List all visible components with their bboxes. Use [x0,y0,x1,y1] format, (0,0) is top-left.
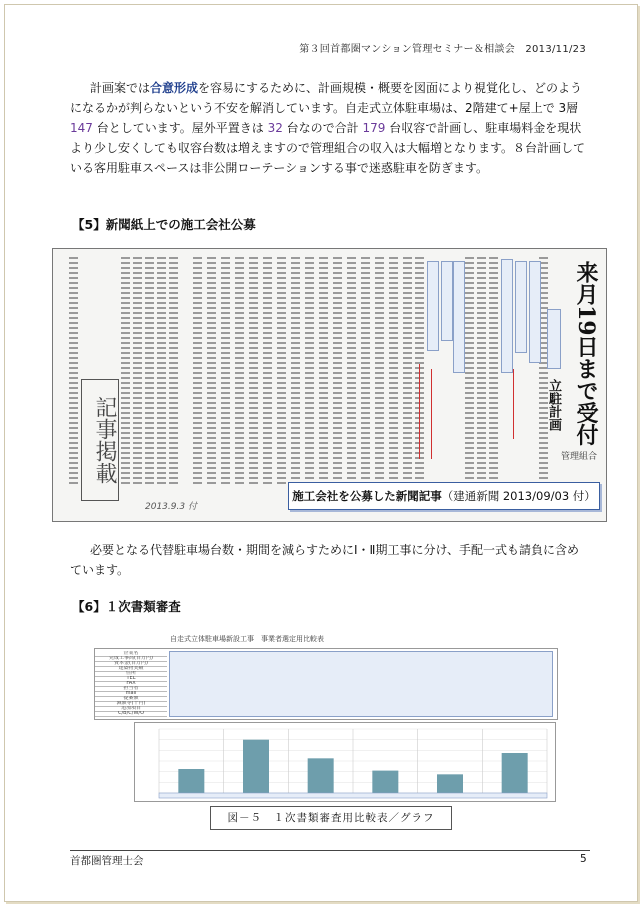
text-column [489,257,498,487]
redaction-mask [441,261,453,341]
chart-bar [308,758,334,793]
underline-mark [419,364,420,459]
handwritten-date: 2013.9.3 付 [145,502,197,512]
table-row-label: 完成工事高(百万円) [95,656,167,662]
redaction-mask [501,259,513,373]
text-column [193,257,202,487]
newspaper-clipping [52,248,607,522]
underline-mark [513,369,514,439]
chart-bar [437,774,463,793]
text-column [319,257,328,487]
text-column [263,257,272,487]
bar-chart [135,723,555,801]
text-column [145,257,154,487]
chart-bar [178,769,204,793]
table-row-label: 住所 [95,671,167,677]
underline-mark [431,369,432,459]
text-column [133,257,142,487]
table-row-label: 資本金(百万円) [95,661,167,667]
text-column [403,257,412,487]
table-row-label: 企業名 [95,651,167,657]
section-5-heading: 【5】新聞紙上での施工会社公募 [72,217,256,232]
page-header: 第３回首都圏マンション管理セミナー＆相談会 2013/11/23 [299,44,586,55]
text-column [249,257,258,487]
chart-bar [502,753,528,793]
table-row-label: 提案額 [95,696,167,702]
page-number: 5 [580,853,587,865]
text-column [69,257,78,487]
text-column [477,257,486,487]
table-row-label: FAX [95,681,167,687]
text-column [305,257,314,487]
article-subhead: 立駐計画 [546,379,561,431]
clipping-caption: 施工会社を公募した新聞記事（建通新聞 2013/09/03 付） [288,482,600,510]
text-column [169,257,178,487]
redaction-mask [453,261,465,373]
keyword-consensus: 合意形成 [150,81,199,95]
chart-bar [372,771,398,793]
comparison-table-title: 自走式立体駐車場新設工事 事業者選定用比較表 [170,635,324,643]
text-column [389,257,398,487]
table-row-label: 減額等(千円) [95,701,167,707]
chart-bar [243,740,269,793]
text-column [121,257,130,487]
comparison-chart [134,722,556,802]
table-row-label: 追加項目 [95,706,167,712]
text-column [361,257,370,487]
text-column [221,257,230,487]
table-redaction-mask [169,651,553,717]
article-org: 管理組合 [561,452,598,462]
text-column [277,257,286,487]
comparison-table [94,648,558,720]
text-column [235,257,244,487]
text-column [157,257,166,487]
section-6-heading: 【6】１次書類審査 [72,599,181,614]
text-column [291,257,300,487]
axis-redaction-mask [159,793,547,798]
table-row-label: 建築物実績 [95,666,167,672]
text-column [347,257,356,487]
phase-paragraph: 必要となる代替駐車場台数・期間を減らすためにⅠ・Ⅱ期工事に分け、手配一式も請負に含めています。 [70,543,579,577]
table-row-label: mail [95,691,167,697]
text-column [465,257,474,487]
text-column [375,257,384,487]
redaction-mask [529,261,541,363]
redaction-mask [427,261,439,351]
text-column [207,257,216,487]
table-row-label: TEL [95,676,167,682]
table-row-label: 担当者 [95,686,167,692]
table-row-label: C/B/C/W/O [95,711,167,717]
intro-paragraph: 計画案では合意形成を容易にするために、計画規模・概要を図面により視覚化し、どのようになるかが判らないという不安を解消しています。自走式立体駐車場は、2階建て+屋上で 3層 147 台としています。屋外平置きは 32 台なので合計 179 台収容で計画し、駐車場料金を現状より少し安くしても収容台数は増えますので管理組合の収入は大幅増となります。８台計画している客用駐車スペースは非公開ローテーションする事で迷惑駐車を防ぎます。 [70,81,586,175]
article-stamp: 記事掲載 [81,379,119,501]
footer-rule [70,850,590,851]
article-headline: 来月19日まで受付 [573,261,599,446]
text-column [333,257,342,487]
figure-caption: 図－５ １次書類審査用比較表／グラフ [210,806,452,830]
footer-org: 首都圏管理士会 [70,855,144,867]
redaction-mask [515,261,527,353]
